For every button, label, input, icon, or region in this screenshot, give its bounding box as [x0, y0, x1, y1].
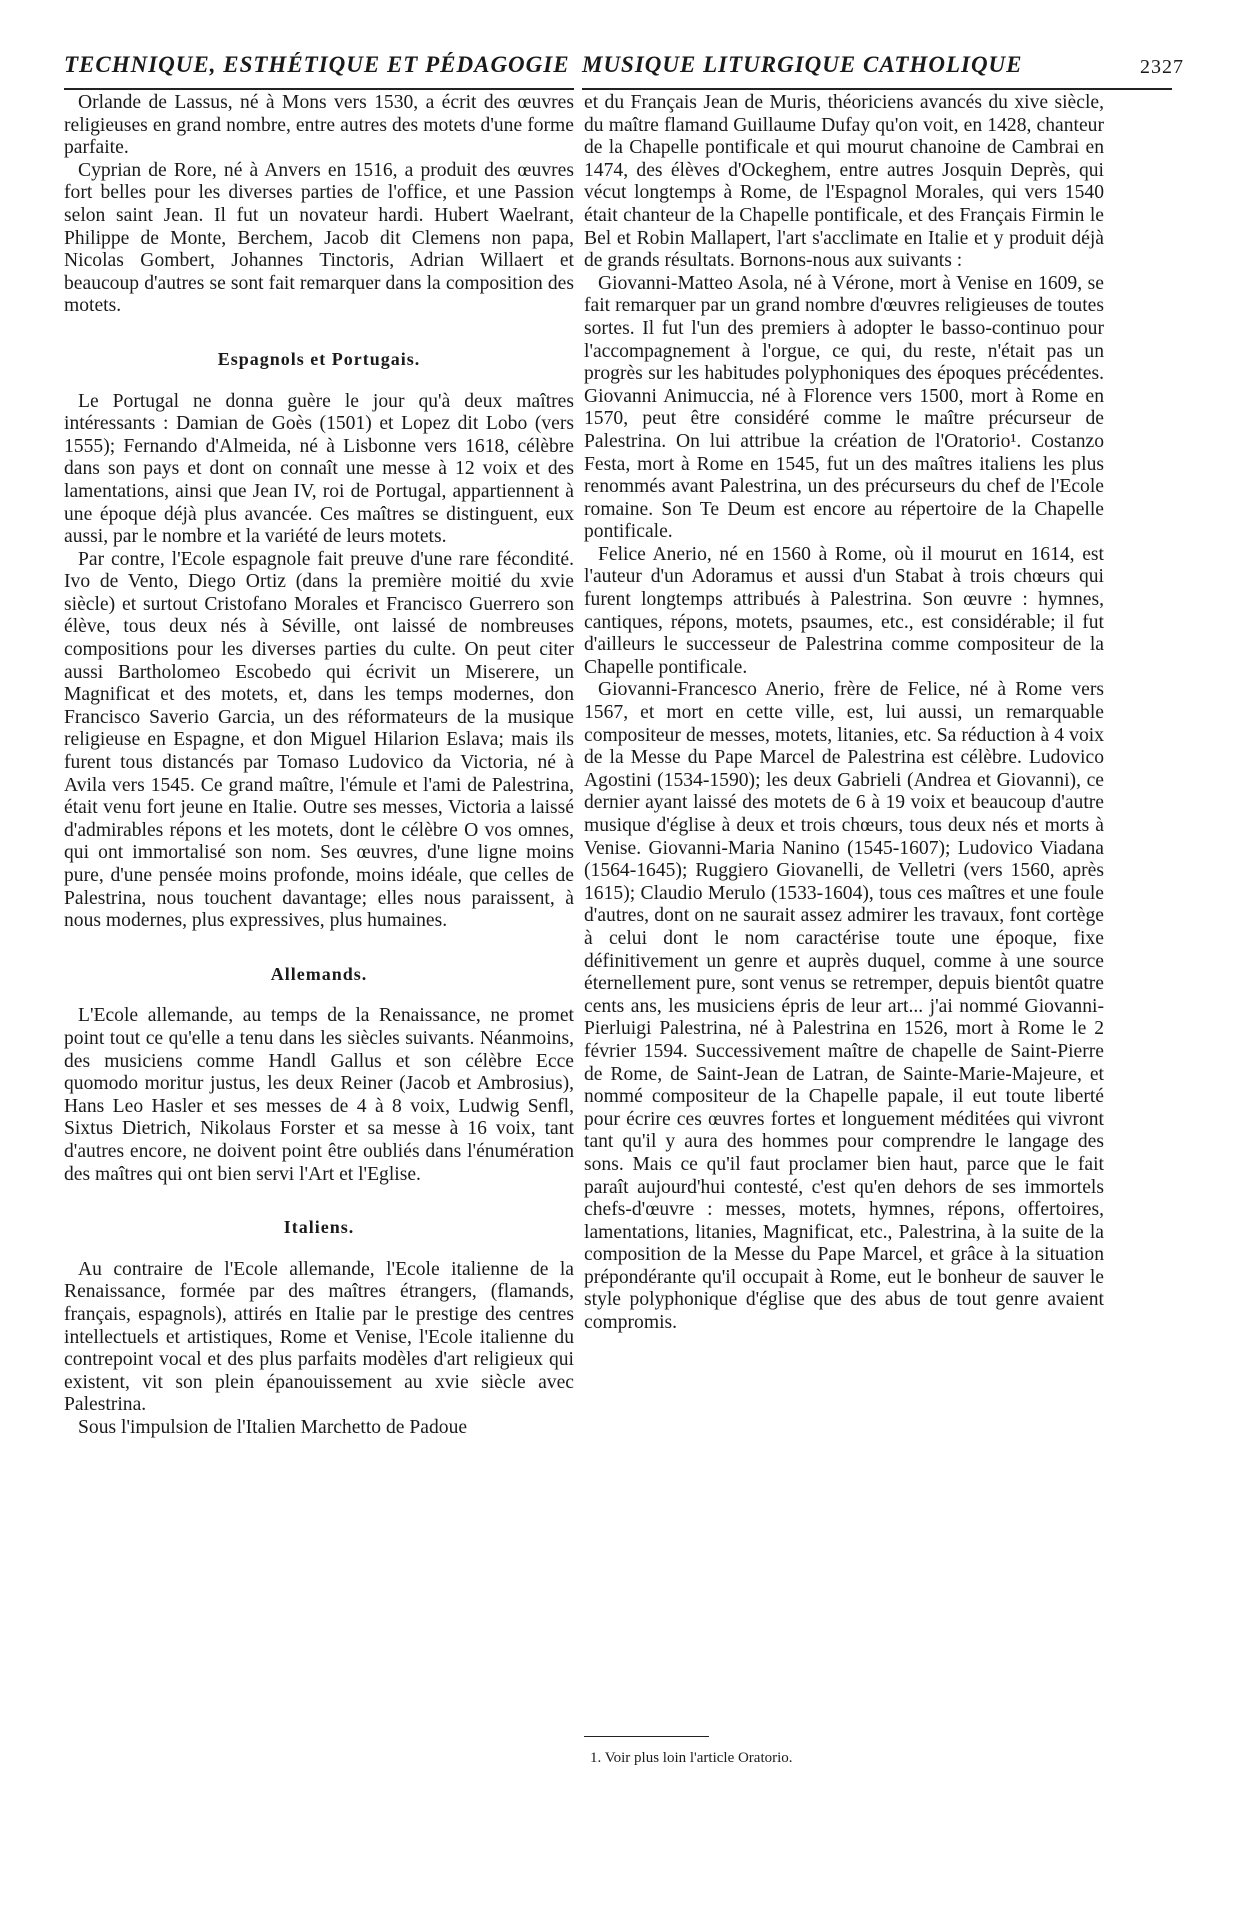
- running-head-right: MUSIQUE LITURGIQUE CATHOLIQUE: [582, 52, 1023, 77]
- left-column: [64, 92, 574, 1892]
- header-rule-right: [582, 88, 1172, 90]
- paragraph-lassus: Orlande de Lassus, né à Mons vers 1530, a écrit des œuvres religieuses en grand nombre, entre autres des motets d'une forme parfaite.: [64, 92, 574, 159]
- paragraph-asola: Giovanni-Matteo Asola, né à Vérone, mort à Venise en 1609, se fait remarquer par un grand nombre d'œuvres religieuses de toutes sortes. Il fut l'un des premiers à adopter le basso-continuo pour l'accompagnement à l'orgue, ce qui, du reste, n'était pas un progrès sur les habitudes polyphoniques des époques précédentes. Giovanni Animuccia, né à Florence vers 1500, mort à Rome en 1570, peut être considéré comme le maître précurseur de Palestrina. On lui attribue la création de l'Oratorio¹. Costanzo Festa, mort à Rome en 1545, fut un des maîtres italiens les plus renommés avant Palestrina, un des précurseurs du chef de l'Ecole romaine. Son Te Deum est encore au répertoire de la Chapelle pontificale.: [584, 272, 1104, 543]
- header-rule-left: [64, 88, 574, 90]
- paragraph-felice-anerio: Felice Anerio, né en 1560 à Rome, où il mourut en 1614, est l'auteur d'un Adoramus et aussi d'un Stabat à trois chœurs qui furent longtemps attribués à Palestrina. Son œuvre : hymnes, cantiques, répons, motets, psaumes, etc., est considérable; il fut d'ailleurs le successeur de Palestrina comme compositeur de la Chapelle pontificale.: [584, 543, 1104, 678]
- paragraph-ecole-allemande: L'Ecole allemande, au temps de la Renaissance, ne promet point tout ce qu'elle a tenu dans les siècles suivants. Néanmoins, des musiciens comme Handl Gallus et son célèbre Ecce quomodo moritur justus, les deux Reiner (Jacob et Ambrosius), Hans Leo Hasler et ses messes de 4 à 8 voix, Ludwig Senfl, Sixtus Dietrich, Nikolaus Forster et sa messe à 16 voix, tant d'autres encore, ne doivent point être oubliés dans l'énumération des maîtres qui ont bien servi l'Art et l'Eglise.: [64, 1005, 574, 1185]
- page-number: 2327: [1140, 56, 1184, 78]
- paragraph-portugal: Le Portugal ne donna guère le jour qu'à deux maîtres intéressants : Damian de Goès (1501) et Lopez dit Lobo (vers 1555); Fernando d'Almeida, né à Lisbonne vers 1618, célèbre dans son pays et dont on connaît une messe à 12 voix et des lamentations, ainsi que Jean IV, roi de Portugal, appartiennent à une époque déjà plus avancée. Ces maîtres se distinguent, eux aussi, par le nombre et la variété de leurs motets.: [64, 390, 574, 548]
- paragraph-impulsion: Sous l'impulsion de l'Italien Marchetto de Padoue: [78, 1416, 468, 1438]
- paragraph-ecole-italienne: Au contraire de l'Ecole allemande, l'Ecole italienne de la Renaissance, formée par des maîtres étrangers, (flamands, français, espagnols), attirés en Italie par le prestige des centres intellectuels et artistiques, Rome et Venise, l'Ecole italienne du contrepoint vocal et des plus parfaits modèles d'art religieux qui existent, vit son plein épanouissement au xvie siècle avec Palestrina.: [64, 1258, 574, 1416]
- footnote-rule: [584, 1736, 709, 1737]
- paragraph-rore: Cyprian de Rore, né à Anvers en 1516, a produit des œuvres fort belles pour les diverses parties de l'office, et une Passion selon saint Jean. Il fut un novateur hardi. Hubert Waelrant, Philippe de Monte, Berchem, Jacob dit Clemens non papa, Nicolas Gombert, Johannes Tinctoris, Adrian Willaert et beaucoup d'autres se sont fait remarquer dans la composition des motets.: [64, 159, 574, 317]
- right-column: [584, 92, 1104, 1892]
- footnote: 1. Voir plus loin l'article Oratorio.: [590, 1750, 793, 1766]
- section-heading-espagnols: Espagnols et Portugais.: [217, 348, 421, 369]
- running-head-left: TECHNIQUE, ESTHÉTIQUE ET PÉDAGOGIE: [64, 52, 570, 77]
- section-heading-allemands: Allemands.: [270, 963, 368, 984]
- paragraph-gf-anerio: Giovanni-Francesco Anerio, frère de Felice, né à Rome vers 1567, et mort en cette ville, est, lui aussi, un remarquable compositeur de messes, motets, litanies, etc. Sa réduction à 4 voix de la Messe du Pape Marcel de Palestrina est célèbre. Ludovico Agostini (1534-1590); les deux Gabrieli (Andrea et Giovanni), ce dernier ayant laissé des motets de 6 à 19 voix et beaucoup d'autre musique d'église à deux et trois chœurs, tous deux nés et morts à Venise. Giovanni-Maria Nanino (1545-1607); Ludovico Viadana (1564-1645); Ruggiero Giovanelli, de Velletri (vers 1560, après 1615); Claudio Merulo (1533-1604), tous ces maîtres et une foule d'autres, dont on ne saurait assez admirer les travaux, font cortège à celui dont le nom caractérise toute une époque, fixe définitivement un genre et auprès duquel, comme à une source éternellement pure, sont venus se retremper, depuis bientôt quatre cents ans, les musiciens épris de leur art... j'ai nommé Giovanni-Pierluigi Palestrina, né à Palestrina en 1526, mort à Rome le 2 février 1594. Successivement maître de chapelle de Saint-Pierre de Rome, de Saint-Jean de Latran, de Sainte-Marie-Majeure, et nommé compositeur de la Chapelle papale, il eut toute liberté pour écrire ces œuvres fortes et longuement méditées qui vivront tant qu'il y aura des hommes pour comprendre le langage des sons. Mais ce qu'il faut proclamer bien haut, parce que le fait paraît aujourd'hui contesté, c'est qu'en dehors de ses immortels chefs-d'œuvre : messes, motets, hymnes, répons, offertoires, lamentations, litanies, Magnificat, etc., Palestrina, à la suite de la composition de la Messe du Pape Marcel, et grâce à la situation prépondérante qu'il occupait à Rome, eut le bonheur de sauver le style polyphonique d'église que des abus de tout genre avaient compromis.: [584, 679, 1104, 1334]
- paragraph-ecole-espagnole: Par contre, l'Ecole espagnole fait preuve d'une rare fécondité. Ivo de Vento, Diego Ortiz (dans la première moitié du xvie siècle) et surtout Cristofano Morales et Francisco Guerrero son élève, tous deux nés à Séville, ont laissé de nombreuses compositions pour les diverses parties du culte. On peut citer aussi Bartholomeo Escobedo qui écrivit un Miserere, un Magnificat et des motets, et, dans les temps modernes, don Francisco Saverio Garcia, un des réformateurs de la musique religieuse en Espagne, et don Miguel Hilarion Eslava; mais ils furent tous distancés par Tomaso Ludovico da Victoria, né à Avila vers 1545. Ce grand maître, l'émule et l'ami de Palestrina, était venu fort jeune en Italie. Outre ses messes, Victoria a laissé d'admirables répons et les motets, dont le célèbre O vos omnes, qui ont immortalisé son nom. Ses œuvres, d'une ligne moins pure, d'une pensée moins profonde, moins idéale, que celles de Palestrina, nous touchent davantage; elles nous paraissent, à nous modernes, plus expressives, plus humaines.: [64, 548, 574, 932]
- section-heading-italiens: Italiens.: [283, 1217, 355, 1238]
- paragraph-continuation: et du Français Jean de Muris, théoriciens avancés du xive siècle, du maître flamand Guillaume Dufay qu'on voit, en 1428, chanteur de la Chapelle pontificale et qui mourut chanoine de Cambrai en 1474, des élèves d'Ockeghem, entre autres Josquin Deprès, qui vécut longtemps à Rome, de l'Espagnol Morales, qui vers 1540 était chanteur de la Chapelle pontificale, et des Français Firmin le Bel et Robin Mallapert, l'art s'acclimate en Italie et y produit déjà de grands résultats. Bornons-nous aux suivants :: [584, 92, 1104, 272]
